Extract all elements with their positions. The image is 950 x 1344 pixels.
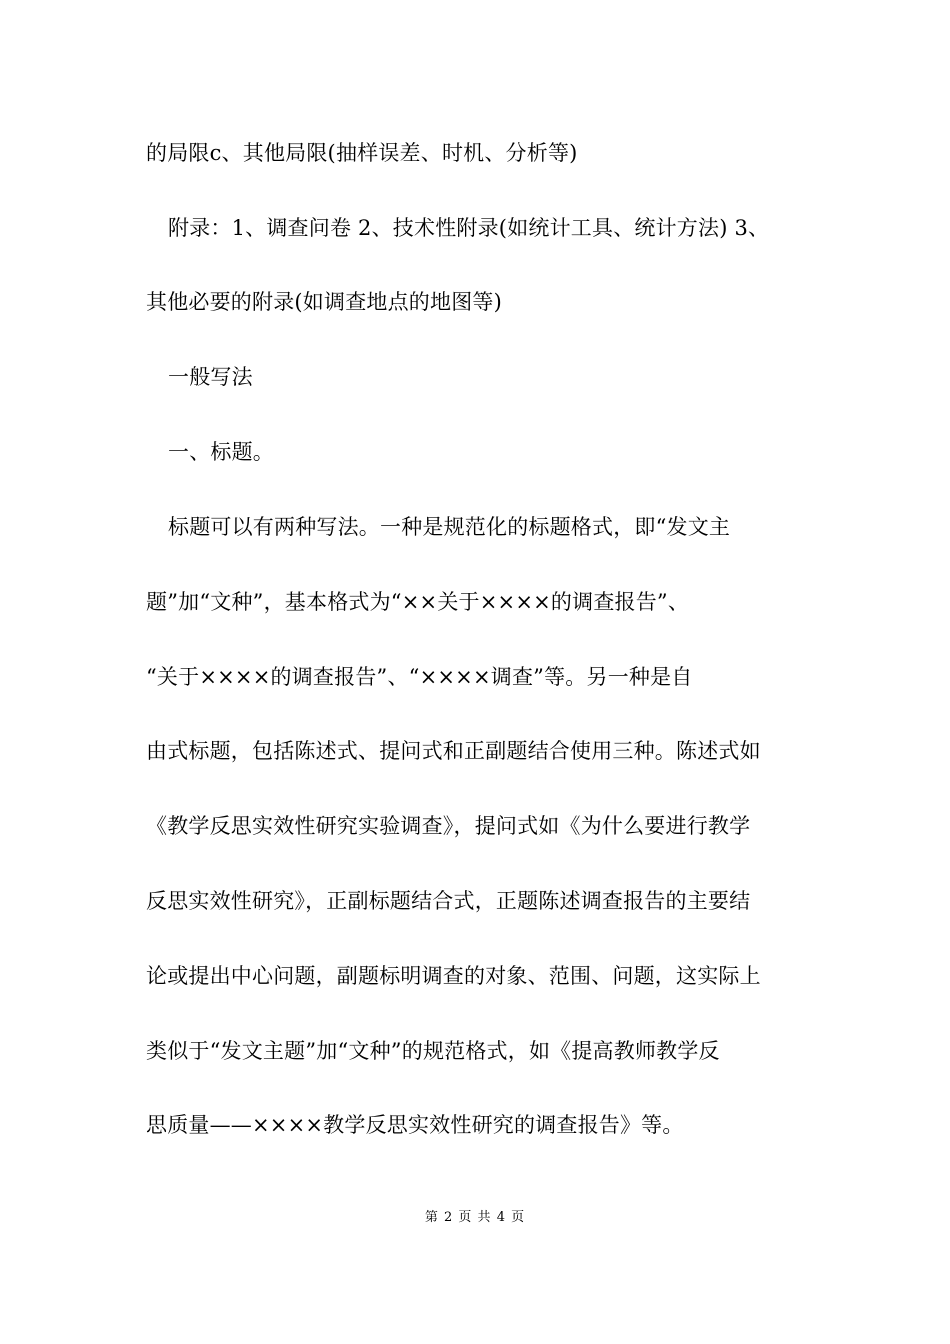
section-heading-general: 一般写法 xyxy=(168,365,253,389)
paragraph-line-8: 类似于“发文主题”加“文种”的规范格式，如《提高教师教学反 xyxy=(146,1039,720,1063)
paragraph-line-3: “关于××××的调查报告”、“××××调查”等。另一种是自 xyxy=(146,665,693,689)
paragraph-line-4: 由式标题，包括陈述式、提问式和正副题结合使用三种。陈述式如 xyxy=(146,739,761,763)
section-heading-title: 一、标题。 xyxy=(168,440,274,464)
text-line-3: 其他必要的附录(如调查地点的地图等) xyxy=(146,290,502,314)
text-line-1: 的局限c、其他局限(抽样误差、时机、分析等) xyxy=(146,141,578,165)
paragraph-line-6: 反思实效性研究》，正副标题结合式，正题陈述调查报告的主要结 xyxy=(146,889,751,913)
paragraph-line-1: 标题可以有两种写法。一种是规范化的标题格式，即“发文主 xyxy=(168,515,731,539)
appendix-line: 附录：1、调查问卷 2、技术性附录(如统计工具、统计方法) 3、 xyxy=(168,216,770,240)
paragraph-line-7: 论或提出中心问题，副题标明调查的对象、范围、问题，这实际上 xyxy=(146,964,761,988)
paragraph-line-2: 题”加“文种”，基本格式为“××关于××××的调查报告”、 xyxy=(146,590,690,614)
paragraph-line-9: 思质量——××××教学反思实效性研究的调查报告》等。 xyxy=(146,1113,684,1137)
page-number-footer: 第 2 页 共 4 页 xyxy=(424,1210,526,1225)
paragraph-line-5: 《教学反思实效性研究实验调查》，提问式如《为什么要进行教学 xyxy=(146,814,751,838)
